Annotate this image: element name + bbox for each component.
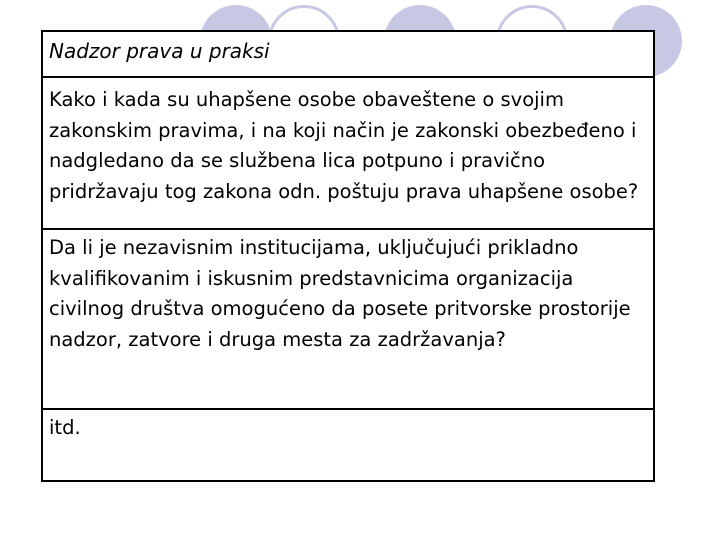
table-row: Kako i kada su uhapšene osobe obaveštene o svojim zakonskim pravima, i na koji način je zakonski obezbeđeno i nadgledano da se službena lica potpuno i pravično pridržavaju tog zakona odn. poštuju prava uhapšene osobe? — [43, 78, 653, 230]
table-row: itd. — [43, 410, 653, 480]
content-table — [41, 30, 655, 482]
table-row: Da li je nezavisnim institucijama, uključujući prikladno kvalifikovanim i iskusnim predstavnicima organizacija civilnog društva omogućeno da posete pritvorske prostorije nadzor, zatvore i druga mesta za zadržavanja? — [43, 230, 653, 410]
table-title: Nadzor prava u praksi — [43, 32, 653, 78]
